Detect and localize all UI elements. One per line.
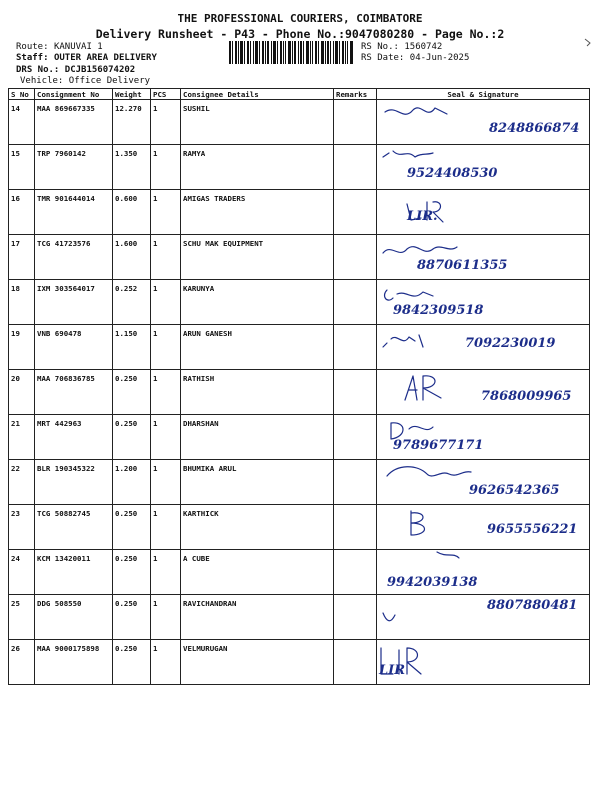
handwritten-signature xyxy=(377,325,590,365)
cell-pcs: 1 xyxy=(151,415,181,460)
cell-consignee: KARTHICK xyxy=(181,505,334,550)
rs-no-value: 1560742 xyxy=(404,42,443,52)
cell-consignee: BHUMIKA ARUL xyxy=(181,460,334,505)
cell-pcs: 1 xyxy=(151,505,181,550)
handwritten-signature xyxy=(377,505,590,545)
handwritten-signature xyxy=(377,370,590,410)
cell-consignee: ARUN GANESH xyxy=(181,325,334,370)
signature-handwriting: 9842309518 xyxy=(393,303,484,318)
cell-signature xyxy=(377,595,590,640)
col-remarks: Remarks xyxy=(334,89,377,100)
cell-sno: 14 xyxy=(9,100,35,145)
company-name: THE PROFESSIONAL COURIERS, COIMBATORE xyxy=(177,12,423,25)
rs-date-value: 04-Jun-2025 xyxy=(409,53,470,63)
drs-value: DCJB156074202 xyxy=(64,65,136,75)
cell-consignment: BLR 190345322 xyxy=(35,460,113,505)
cell-weight: 1.350 xyxy=(113,145,151,190)
cell-sno: 23 xyxy=(9,505,35,550)
cell-weight: 1.600 xyxy=(113,235,151,280)
cell-signature xyxy=(377,235,590,280)
handwritten-signature xyxy=(377,640,590,680)
cell-consignee: SUSHIL xyxy=(181,100,334,145)
cell-consignment: TCG 41723576 xyxy=(35,235,113,280)
table-row xyxy=(9,235,590,280)
cell-weight: 0.250 xyxy=(113,640,151,685)
staff-label: Staff: xyxy=(16,53,49,63)
cell-pcs: 1 xyxy=(151,460,181,505)
cell-sno: 20 xyxy=(9,370,35,415)
cell-consignee: AMIGAS TRADERS xyxy=(181,190,334,235)
signature-handwriting: 9942039138 xyxy=(387,575,478,590)
table-row xyxy=(9,370,590,415)
signature-handwriting: 7092230019 xyxy=(465,336,556,351)
drs-line xyxy=(16,65,135,75)
signature-handwriting: LIR. xyxy=(407,209,438,224)
cell-consignment: MAA 706836785 xyxy=(35,370,113,415)
cell-sno: 21 xyxy=(9,415,35,460)
col-pcs: PCS xyxy=(151,89,181,100)
cell-remarks xyxy=(334,280,377,325)
cell-signature xyxy=(377,100,590,145)
cell-signature xyxy=(377,190,590,235)
table-row xyxy=(9,280,590,325)
cell-weight: 0.250 xyxy=(113,370,151,415)
signature-handwriting: 8807880481 xyxy=(487,598,578,613)
cell-signature xyxy=(377,550,590,595)
cell-pcs: 1 xyxy=(151,235,181,280)
cell-pcs: 1 xyxy=(151,190,181,235)
table-row xyxy=(9,505,590,550)
handwritten-signature xyxy=(377,145,590,185)
cell-weight: 1.150 xyxy=(113,325,151,370)
cell-remarks xyxy=(334,145,377,190)
cell-pcs: 1 xyxy=(151,550,181,595)
cell-consignee: RAMYA xyxy=(181,145,334,190)
cell-sno: 22 xyxy=(9,460,35,505)
cell-signature xyxy=(377,325,590,370)
handwritten-signature xyxy=(377,100,590,140)
cell-weight: 0.252 xyxy=(113,280,151,325)
vehicle-value: Office Delivery xyxy=(68,76,151,86)
cell-pcs: 1 xyxy=(151,145,181,190)
table-row xyxy=(9,415,590,460)
col-consignee: Consignee Details xyxy=(181,89,334,100)
table-row xyxy=(9,100,590,145)
col-consignment: Consignment No xyxy=(35,89,113,100)
cell-pcs: 1 xyxy=(151,100,181,145)
handwritten-signature xyxy=(377,415,590,455)
cell-remarks xyxy=(334,460,377,505)
cell-consignment: MAA 9000175898 xyxy=(35,640,113,685)
cell-consignment: MRT 442963 xyxy=(35,415,113,460)
route-value: KANUVAI 1 xyxy=(53,42,103,52)
cell-sno: 25 xyxy=(9,595,35,640)
cell-remarks xyxy=(334,640,377,685)
cell-signature xyxy=(377,370,590,415)
col-sno: S No xyxy=(9,89,35,100)
cell-signature xyxy=(377,505,590,550)
cell-consignment: DDG 508550 xyxy=(35,595,113,640)
cell-weight: 0.250 xyxy=(113,415,151,460)
cell-pcs: 1 xyxy=(151,640,181,685)
signature-handwriting: 7868009965 xyxy=(481,389,572,404)
cell-sno: 17 xyxy=(9,235,35,280)
cell-signature xyxy=(377,640,590,685)
route-label: Route: xyxy=(16,42,49,52)
cell-pcs: 1 xyxy=(151,370,181,415)
cell-weight: 12.270 xyxy=(113,100,151,145)
signature-handwriting: 9524408530 xyxy=(407,166,498,181)
runsheet-table xyxy=(8,88,590,685)
cell-sno: 24 xyxy=(9,550,35,595)
cell-consignee: SCHU MAK EQUIPMENT xyxy=(181,235,334,280)
cell-consignment: VNB 690478 xyxy=(35,325,113,370)
cell-consignee: RAVICHANDRAN xyxy=(181,595,334,640)
cell-sno: 26 xyxy=(9,640,35,685)
cell-consignment: KCM 13420011 xyxy=(35,550,113,595)
signature-handwriting: 9655556221 xyxy=(487,522,578,537)
cell-remarks xyxy=(334,100,377,145)
vehicle-label: Vehicle: xyxy=(20,76,64,86)
cell-consignment: MAA 869667335 xyxy=(35,100,113,145)
route-line xyxy=(16,42,103,52)
barcode xyxy=(229,41,353,64)
cell-signature xyxy=(377,415,590,460)
cell-remarks xyxy=(334,595,377,640)
cell-consignee: RATHISH xyxy=(181,370,334,415)
cell-sno: 16 xyxy=(9,190,35,235)
table-row xyxy=(9,190,590,235)
cell-consignee: A CUBE xyxy=(181,550,334,595)
cell-consignee: KARUNYA xyxy=(181,280,334,325)
table-row xyxy=(9,325,590,370)
table-header-row xyxy=(9,89,590,100)
handwritten-signature xyxy=(377,280,590,320)
cell-consignment: IXM 303564017 xyxy=(35,280,113,325)
cell-consignee: DHARSHAN xyxy=(181,415,334,460)
table-row xyxy=(9,460,590,505)
handwritten-signature xyxy=(377,550,590,590)
cell-signature xyxy=(377,280,590,325)
cell-pcs: 1 xyxy=(151,280,181,325)
cell-remarks xyxy=(334,235,377,280)
cell-pcs: 1 xyxy=(151,595,181,640)
handwritten-signature xyxy=(377,460,590,500)
cell-sno: 19 xyxy=(9,325,35,370)
signature-handwriting: 9789677171 xyxy=(393,438,484,453)
handwritten-signature xyxy=(377,235,590,275)
cell-remarks xyxy=(334,550,377,595)
staff-value: OUTER AREA DELIVERY xyxy=(53,53,157,63)
rs-no-label: RS No.: xyxy=(361,42,399,52)
cell-pcs: 1 xyxy=(151,325,181,370)
staff-line xyxy=(16,53,157,63)
cell-weight: 0.250 xyxy=(113,505,151,550)
cell-remarks xyxy=(334,325,377,370)
cell-weight: 0.600 xyxy=(113,190,151,235)
signature-handwriting: LIR xyxy=(379,663,406,678)
cell-weight: 0.250 xyxy=(113,550,151,595)
col-weight: Weight xyxy=(113,89,151,100)
corner-mark-icon xyxy=(583,38,593,48)
cell-remarks xyxy=(334,505,377,550)
signature-handwriting: 9626542365 xyxy=(469,483,560,498)
cell-remarks xyxy=(334,370,377,415)
cell-weight: 0.250 xyxy=(113,595,151,640)
table-row xyxy=(9,640,590,685)
signature-handwriting: 8248866874 xyxy=(489,121,580,136)
cell-sno: 18 xyxy=(9,280,35,325)
handwritten-signature xyxy=(377,190,590,230)
drs-label: DRS No.: xyxy=(16,65,60,75)
table-row xyxy=(9,595,590,640)
cell-weight: 1.200 xyxy=(113,460,151,505)
cell-consignment: TMR 901644014 xyxy=(35,190,113,235)
cell-sno: 15 xyxy=(9,145,35,190)
col-seal: Seal & Signature xyxy=(377,89,590,100)
handwritten-signature xyxy=(377,595,590,635)
vehicle-line xyxy=(20,76,150,86)
cell-signature xyxy=(377,145,590,190)
table-row xyxy=(9,550,590,595)
cell-remarks xyxy=(334,415,377,460)
cell-signature xyxy=(377,460,590,505)
cell-remarks xyxy=(334,190,377,235)
table-row xyxy=(9,145,590,190)
rs-date-line xyxy=(361,53,469,63)
cell-consignee: VELMURUGAN xyxy=(181,640,334,685)
signature-handwriting: 8870611355 xyxy=(417,258,508,273)
cell-consignment: TCG 50882745 xyxy=(35,505,113,550)
cell-consignment: TRP 7960142 xyxy=(35,145,113,190)
rs-no-line xyxy=(361,42,442,52)
runsheet-title: Delivery Runsheet - P43 - Phone No.:9047080280 - Page No.:2 xyxy=(95,27,505,41)
rs-date-label: RS Date: xyxy=(361,53,405,63)
